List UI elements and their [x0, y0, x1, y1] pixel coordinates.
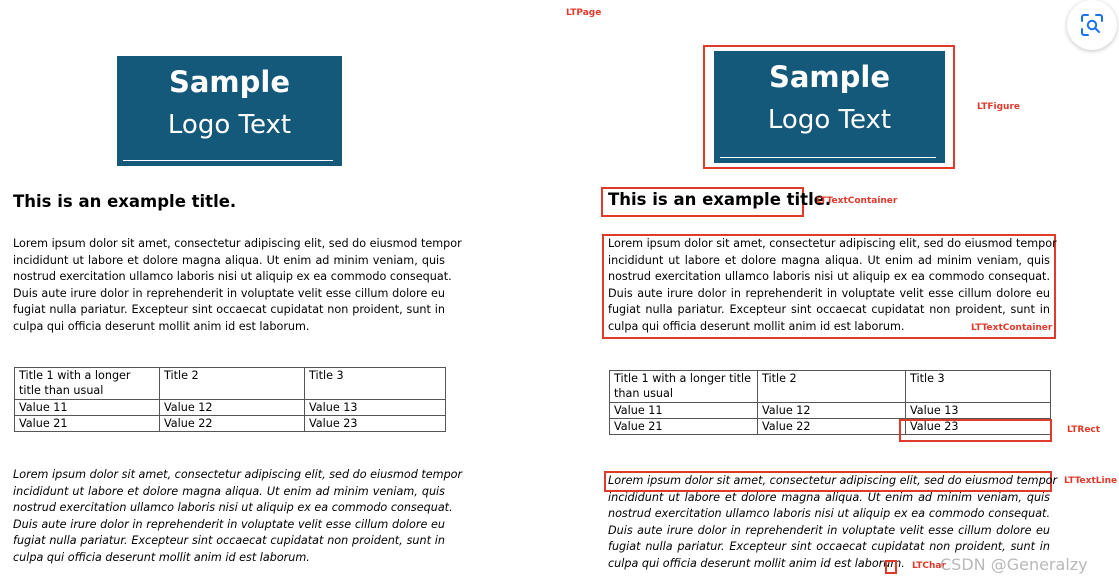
- lttextline-label: LTTextLine: [1064, 476, 1118, 486]
- paragraph-line: incididunt ut labore et dolore magna aliqua. Ut enim ad minim veniam, quis: [13, 253, 445, 267]
- table-left: [14, 367, 446, 432]
- logo-right-line2: Logo Text: [767, 105, 892, 135]
- table-cell: Title 2: [758, 371, 906, 403]
- ltchar-label: LTChar: [912, 561, 946, 571]
- logo-left-line1: Sample: [168, 65, 291, 99]
- ltchar-box: [885, 560, 897, 574]
- paragraph-line: incididunt ut labore et dolore magna aliqua. Ut enim ad minim veniam, quis: [13, 484, 445, 498]
- table-row: [610, 371, 1051, 403]
- paragraph-line: fugiat nulla pariatur. Excepteur sint occaecat cupidatat non proident, sunt in: [608, 303, 1050, 317]
- logo-right-rule: [720, 157, 936, 158]
- logo-left-line2: Logo Text: [167, 110, 292, 140]
- table-cell: Title 2: [160, 368, 305, 400]
- paragraph-line: Lorem ipsum dolor sit amet, consectetur adipiscing elit, sed do eiusmod tempor: [608, 237, 1057, 250]
- logo-left-rule: [123, 160, 333, 161]
- scan-lens-icon: [1067, 0, 1117, 50]
- page-title-left: This is an example title.: [13, 192, 237, 211]
- logo-right-line1: Sample: [768, 60, 891, 94]
- table-cell: Value 11: [610, 403, 758, 419]
- scan-lens-button[interactable]: [1067, 0, 1117, 50]
- paragraph-line: incididunt ut labore et dolore magna aliqua. Ut enim ad minim veniam, quis: [608, 253, 1050, 267]
- ltrect-label: LTRect: [1067, 425, 1101, 435]
- ltrect-box: [899, 419, 1052, 442]
- ltpage-label: LTPage: [566, 8, 602, 18]
- paragraph-line: Duis aute irure dolor in reprehenderit in voluptate velit esse cillum dolore eu: [608, 523, 1050, 537]
- page-title-right: This is an example title.: [608, 190, 832, 209]
- table-cell: Title 3: [305, 368, 446, 400]
- table-cell: Value 23: [906, 419, 1051, 435]
- paragraph-line: Lorem ipsum dolor sit amet, consectetur adipiscing elit, sed do eiusmod tempor: [13, 237, 462, 250]
- paragraph-line: Duis aute irure dolor in reprehenderit in voluptate velit esse cillum dolore eu: [608, 286, 1050, 300]
- paragraph-line: culpa qui officia deserunt mollit anim id est laborum.: [13, 550, 310, 564]
- table-cell: Value 21: [610, 419, 758, 435]
- paragraph-line: culpa qui officia deserunt mollit anim id est laborum.: [608, 556, 905, 570]
- table-cell: Value 12: [160, 400, 305, 416]
- paragraph-line: nostrud exercitation ullamco laboris nisi ut aliquip ex ea commodo consequat.: [608, 270, 1050, 284]
- paragraph-line: Duis aute irure dolor in reprehenderit in voluptate velit esse cillum dolore eu: [13, 286, 445, 300]
- paragraph-line: incididunt ut labore et dolore magna aliqua. Ut enim ad minim veniam, quis: [608, 490, 1050, 504]
- table-cell: Value 22: [758, 419, 906, 435]
- paragraph-line: culpa qui officia deserunt mollit anim id est laborum.: [13, 319, 310, 333]
- table-cell: Title 1 with a longer title than usual: [15, 368, 160, 400]
- ltfigure-label: LTFigure: [977, 102, 1021, 112]
- paragraph-line: Lorem ipsum dolor sit amet, consectetur adipiscing elit, sed do eiusmod tempor: [608, 474, 1058, 487]
- lttextcontainer-title-label: LTTextContainer: [816, 196, 898, 206]
- table-cell: Value 11: [15, 400, 160, 416]
- table-row: [15, 400, 446, 416]
- table-cell: Value 22: [160, 416, 305, 432]
- paragraph-left: [13, 236, 462, 336]
- watermark: CSDN @Generalzy: [940, 555, 1088, 574]
- paragraph-line: Lorem ipsum dolor sit amet, consectetur adipiscing elit, sed do eiusmod tempor: [13, 468, 463, 481]
- paragraph-line: Duis aute irure dolor in reprehenderit in voluptate velit esse cillum dolore eu: [13, 517, 445, 531]
- table-cell: Value 13: [906, 403, 1051, 419]
- table-cell: Value 12: [758, 403, 906, 419]
- table-cell: Value 21: [15, 416, 160, 432]
- table-cell: Title 1 with a longer title than usual: [610, 371, 758, 403]
- table-row: [610, 403, 1051, 419]
- paragraph-line: culpa qui officia deserunt mollit anim id est laborum.: [608, 319, 905, 333]
- paragraph-line: fugiat nulla pariatur. Excepteur sint occaecat cupidatat non proident, sunt in: [13, 303, 445, 317]
- lttextcontainer-para-label: LTTextContainer: [971, 323, 1053, 333]
- paragraph-right: [608, 236, 1057, 336]
- table-row: [15, 416, 446, 432]
- table-cell: Value 23: [305, 416, 446, 432]
- table-row: [15, 368, 446, 400]
- table-cell: Title 3: [906, 371, 1051, 403]
- paragraph-line: nostrud exercitation ullamco laboris nisi ut aliquip ex ea commodo consequat.: [13, 270, 452, 284]
- logo-left: [117, 56, 342, 166]
- paragraph-line: fugiat nulla pariatur. Excepteur sint occaecat cupidatat non proident, sunt in: [608, 540, 1050, 554]
- paragraph-line: nostrud exercitation ullamco laboris nisi ut aliquip ex ea commodo consequat.: [608, 507, 1050, 521]
- logo-right: [714, 51, 945, 163]
- table-cell: Value 13: [305, 400, 446, 416]
- paragraph-line: nostrud exercitation ullamco laboris nisi ut aliquip ex ea commodo consequat.: [13, 501, 453, 515]
- italic-paragraph-left: [13, 467, 463, 567]
- paragraph-line: fugiat nulla pariatur. Excepteur sint occaecat cupidatat non proident, sunt in: [13, 534, 445, 548]
